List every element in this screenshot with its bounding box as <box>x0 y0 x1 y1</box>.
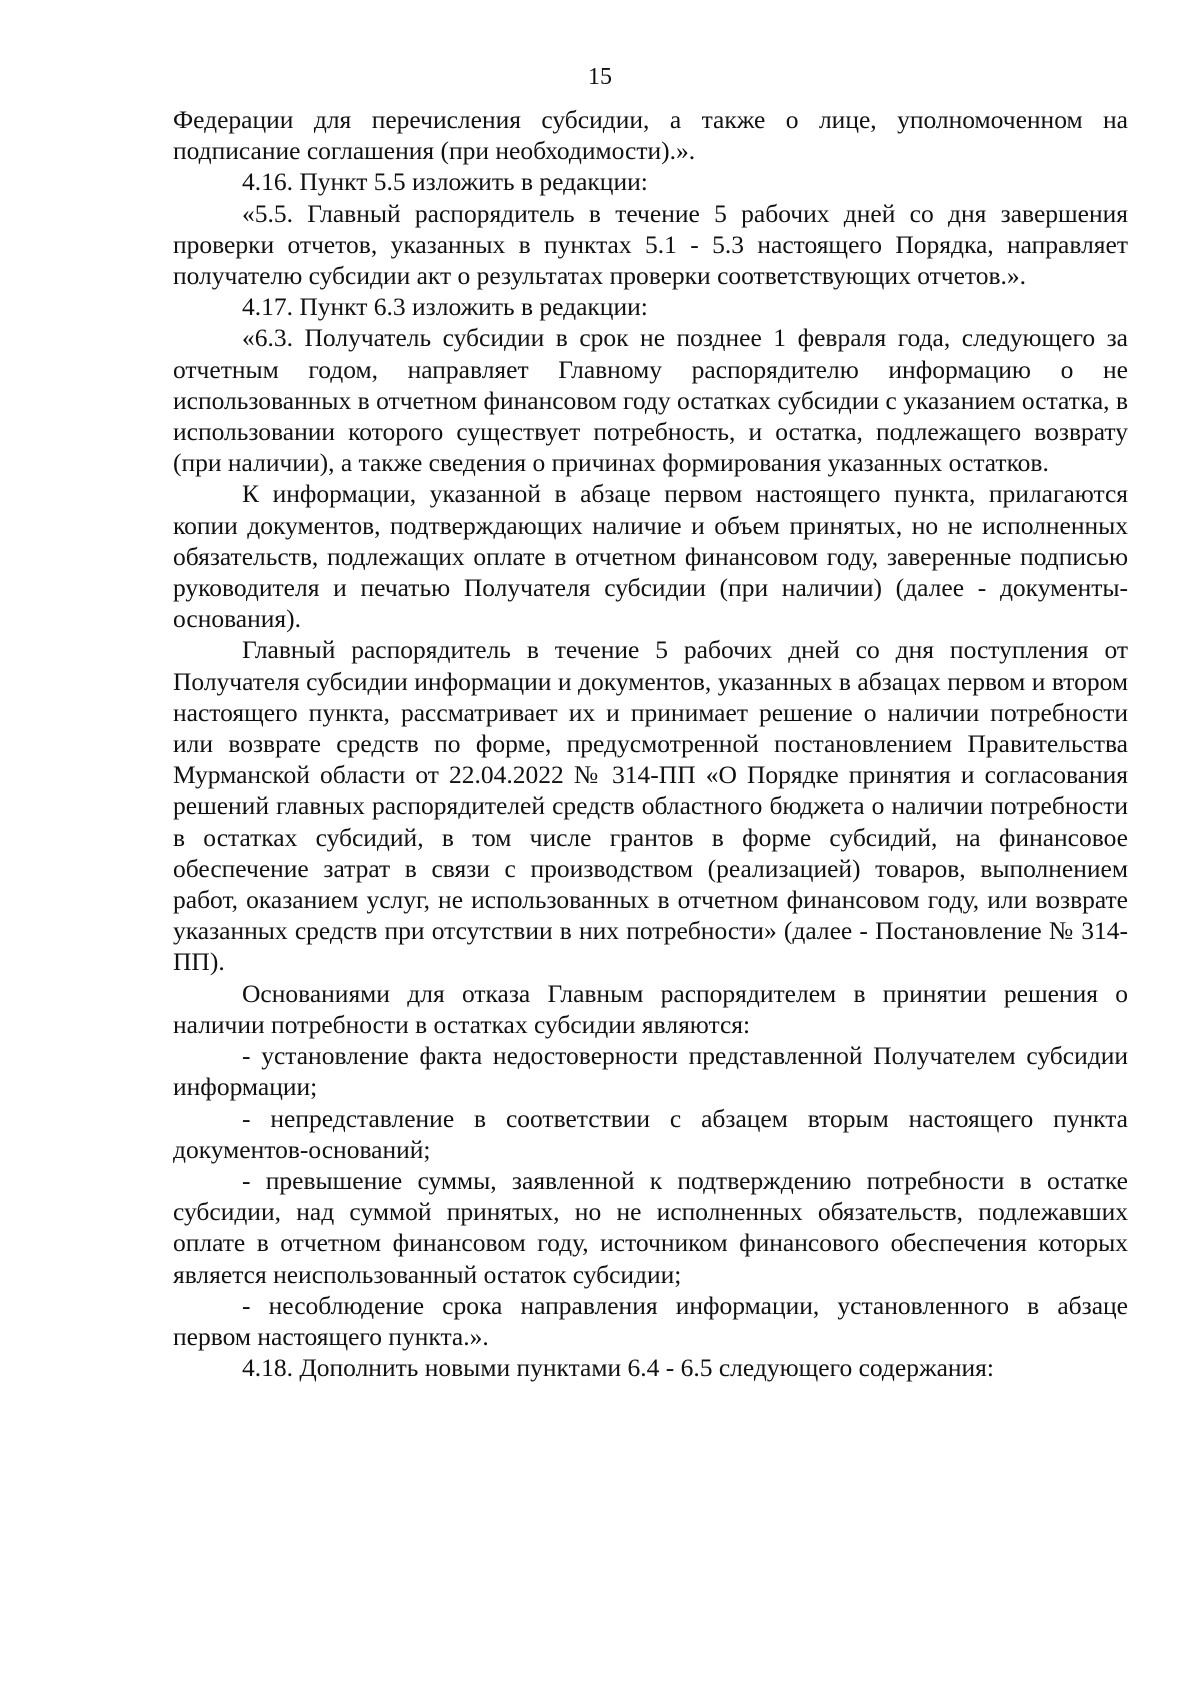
paragraph-attached-documents: К информации, указанной в абзаце первом настоящего пункта, прилагаются копии документов, подтверждающих наличие и объем принятых, но не исполненных обязательств, подлежащих оплате в отчетном финансовом году, заверенные подписью руководителя и печатью Получателя субсидии (при наличии) (далее - документы-основания). <box>173 479 1128 634</box>
paragraph-clause-5-5: «5.5. Главный распорядитель в течение 5 рабочих дней со дня завершения проверки отчетов, указанных в пунктах 5.1 - 5.3 настоящего Порядка, направляет получателю субсидии акт о результатах проверки соответствующих отчетов.». <box>173 198 1128 291</box>
paragraph-refusal-grounds: Основаниями для отказа Главным распорядителем в принятии решения о наличии потребности в остатках субсидии являются: <box>173 978 1128 1039</box>
list-item-missing-documents: - непредставление в соответствии с абзацем вторым настоящего пункта документов-оснований; <box>173 1103 1128 1164</box>
paragraph-decision-procedure: Главный распорядитель в течение 5 рабочих дней со дня поступления от Получателя субсидии информации и документов, указанных в абзацах первом и втором настоящего пункта, рассматривает их и принимает решение о наличии потребности или возврате средств по форме, предусмотренной постановлением Правительства Мурманской области от 22.04.2022 № 314-ПП «О Порядке принятия и согласования решений главных распорядителей средств областного бюджета о наличии потребности в остатках субсидий, в том числе грантов в форме субсидий, на финансовое обеспечение затрат в связи с производством (реализацией) товаров, выполнением работ, оказанием услуг, не использованных в отчетном финансовом году, или возврате указанных средств при отсутствии в них потребности» (далее - Постановление № 314-ПП). <box>173 635 1128 977</box>
list-item-deadline-violation: - несоблюдение срока направления информации, установленного в абзаце первом настоящего пункта.». <box>173 1290 1128 1351</box>
list-item-excess-amount: - превышение суммы, заявленной к подтверждению потребности в остатке субсидии, над суммой принятых, но не исполненных обязательств, подлежавших оплате в отчетном финансовом году, источником финансового обеспечения которых является неиспользованный остаток субсидии; <box>173 1165 1128 1289</box>
page-number: 15 <box>588 64 612 90</box>
list-item-false-information: - установление факта недостоверности представленной Получателем субсидии информации; <box>173 1041 1128 1102</box>
paragraph-item-4-16: 4.16. Пункт 5.5 изложить в редакции: <box>242 167 648 197</box>
paragraph-item-4-17: 4.17. Пункт 6.3 изложить в редакции: <box>242 292 648 322</box>
paragraph-federation-continuation: Федерации для перечисления субсидии, а также о лице, уполномоченном на подписание соглашения (при необходимости).». <box>173 105 1128 166</box>
paragraph-clause-6-3: «6.3. Получатель субсидии в срок не позднее 1 февраля года, следующего за отчетным годом, направляет Главному распорядителю информацию о не использованных в отчетном финансовом году остатках субсидии с указанием остатка, в использовании которого существует потребность, и остатка, подлежащего возврату (при наличии), а также сведения о причинах формирования указанных остатков. <box>173 323 1128 478</box>
paragraph-item-4-18: 4.18. Дополнить новыми пунктами 6.4 - 6.5 следующего содержания: <box>242 1353 994 1383</box>
document-body <box>173 104 1128 1383</box>
